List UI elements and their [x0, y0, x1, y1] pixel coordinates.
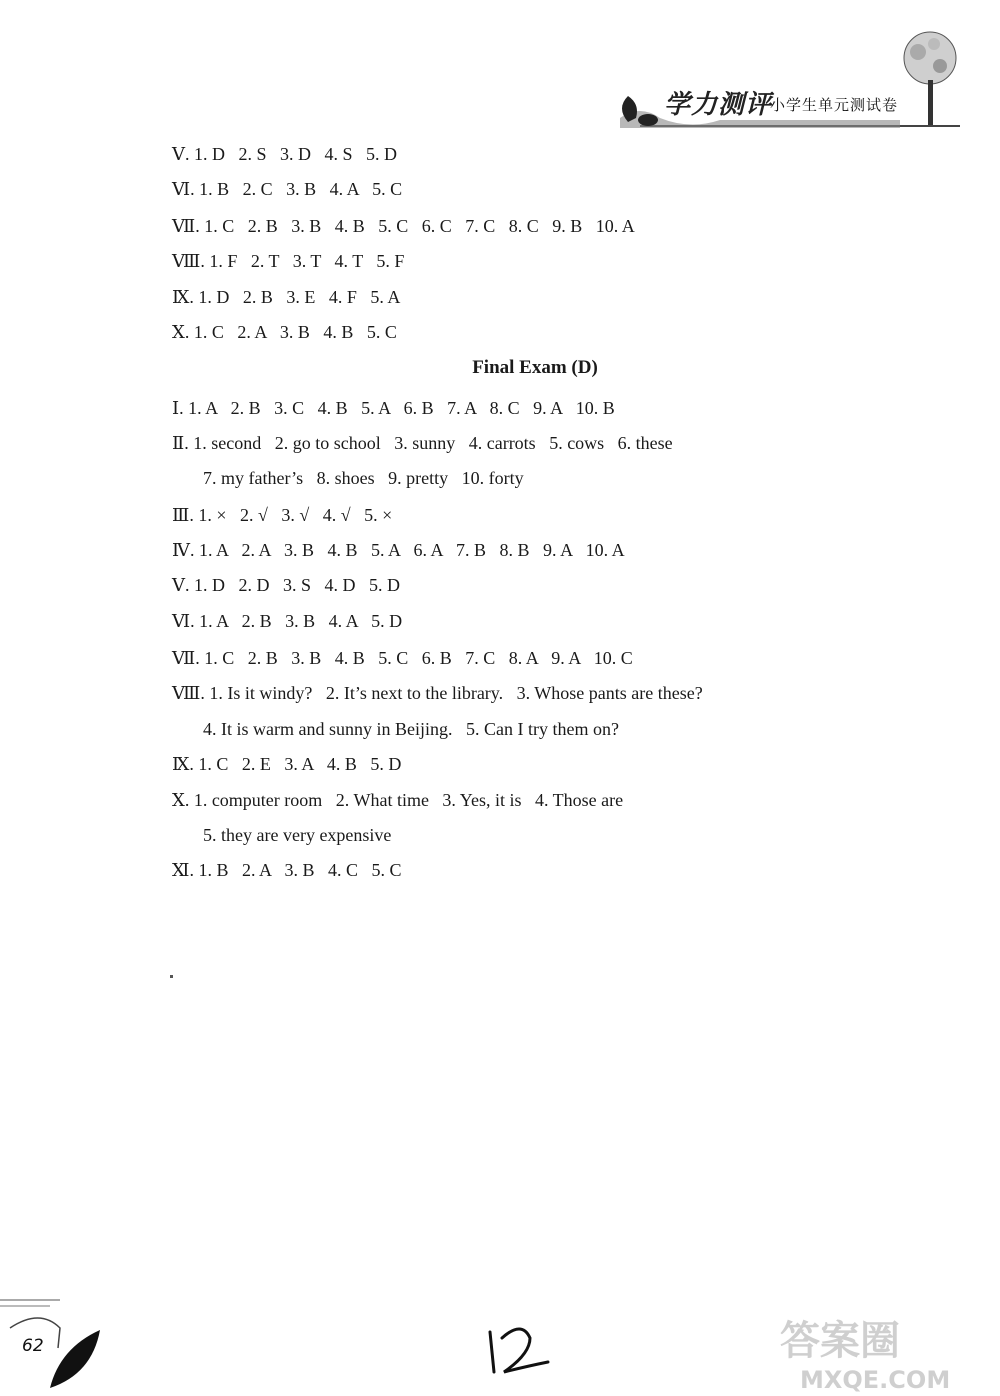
answer-line: Ⅷ. 1. Is it windy? 2. It’s next to the library. 3. Whose pants are these? — [172, 683, 703, 703]
answer-line: Ⅹ. 1. computer room 2. What time 3. Yes, it is 4. Those are — [172, 790, 624, 810]
handwritten-note-icon — [480, 1320, 560, 1380]
svg-text:MXQE.COM: MXQE.COM — [800, 1366, 951, 1394]
page-number: 62 — [22, 1336, 44, 1356]
answer-line: Ⅲ. 1. × 2. √ 3. √ 4. √ 5. × — [172, 505, 393, 525]
answer-line: Ⅺ. 1. B 2. A 3. B 4. C 5. C — [172, 860, 402, 880]
header-decoration-icon — [0, 0, 1000, 140]
exam-title: Final Exam (D) — [472, 357, 598, 378]
answer-line: Ⅶ. 1. C 2. B 3. B 4. B 5. C 6. B 7. C 8. A 9. A 10. C — [172, 648, 633, 668]
answer-line: Ⅹ. 1. C 2. A 3. B 4. B 5. C — [172, 322, 397, 342]
svg-text:答案圈: 答案圈 — [780, 1318, 900, 1364]
header-title: 学力测评 — [664, 90, 773, 120]
answer-line: Ⅵ. 1. B 2. C 3. B 4. A 5. C — [172, 179, 403, 199]
page-header — [0, 0, 1000, 140]
answer-line: Ⅸ. 1. C 2. E 3. A 4. B 5. D — [172, 754, 402, 774]
leaf-decoration-icon — [0, 1288, 120, 1396]
answer-line: Ⅶ. 1. C 2. B 3. B 4. B 5. C 6. C 7. C 8. C 9. B 10. A — [172, 216, 635, 236]
answer-line-continued: 4. It is warm and sunny in Beijing. 5. Can I try them on? — [203, 719, 619, 739]
answer-line: Ⅸ. 1. D 2. B 3. E 4. F 5. A — [172, 287, 401, 307]
watermark-logo-icon — [770, 1300, 1000, 1396]
answer-line-continued: 5. they are very expensive — [203, 825, 392, 845]
answer-line-continued: 7. my father’s 8. shoes 9. pretty 10. forty — [203, 468, 524, 488]
answer-line: Ⅰ. 1. A 2. B 3. C 4. B 5. A 6. B 7. A 8. C 9. A 10. B — [172, 398, 615, 418]
header-subtitle: 小学生单元测试卷 — [770, 96, 899, 114]
answer-line: Ⅴ. 1. D 2. S 3. D 4. S 5. D — [172, 144, 398, 164]
answer-line: Ⅷ. 1. F 2. T 3. T 4. T 5. F — [172, 251, 405, 271]
answer-line: Ⅵ. 1. A 2. B 3. B 4. A 5. D — [172, 611, 403, 631]
stray-mark — [170, 975, 173, 978]
answer-line: Ⅱ. 1. second 2. go to school 3. sunny 4. carrots 5. cows 6. these — [172, 433, 673, 453]
answer-line: Ⅴ. 1. D 2. D 3. S 4. D 5. D — [172, 575, 401, 595]
answer-line: Ⅳ. 1. A 2. A 3. B 4. B 5. A 6. A 7. B 8. B 9. A 10. A — [172, 540, 625, 560]
